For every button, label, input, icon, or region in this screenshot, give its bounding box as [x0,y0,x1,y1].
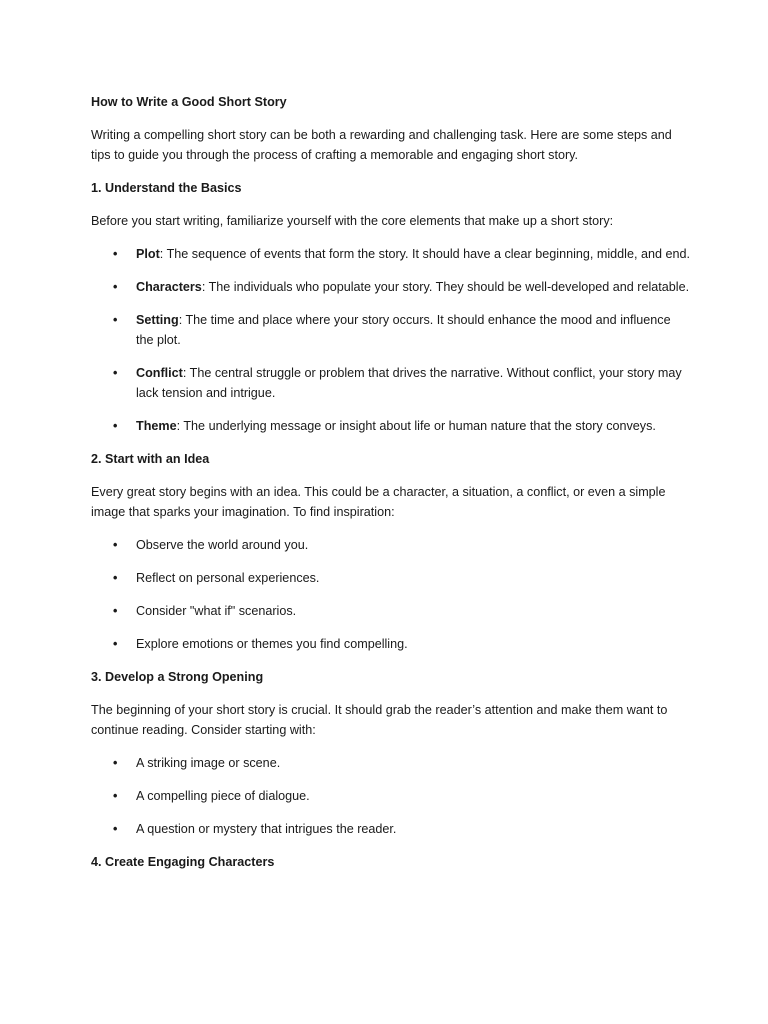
list-item [91,244,691,264]
list-item-term: Theme [136,419,177,433]
section-heading: 4. Create Engaging Characters [91,855,275,869]
bullet-icon: • [113,571,118,585]
list-item-text: Explore emotions or themes you find compelling. [136,637,408,651]
section-paragraph: Every great story begins with an idea. This could be a character, a situation, a conflict, or even a simple image that sparks your imagination. To find inspiration: [91,485,666,519]
bullet-icon: • [113,756,118,770]
bullet-icon: • [113,822,118,836]
document-body [91,92,691,885]
list-item [91,568,691,588]
bullet-icon: • [113,604,118,618]
bullet-list [91,244,691,436]
bullet-icon: • [113,366,118,380]
bullet-icon: • [113,637,118,651]
list-item [91,416,691,436]
list-item-text: : The time and place where your story occurs. It should enhance the mood and influence the plot. [136,313,671,347]
list-item-text: A question or mystery that intrigues the reader. [136,822,397,836]
section-paragraph: Before you start writing, familiarize yourself with the core elements that make up a short story: [91,214,614,228]
bullet-icon: • [113,280,118,294]
list-item-text: : The individuals who populate your story. They should be well-developed and relatable. [201,280,690,294]
bullet-icon: • [113,247,118,261]
list-item-text: A striking image or scene. [136,756,281,770]
list-item [91,601,691,621]
list-item-term: Characters [136,280,202,294]
list-item-text: Observe the world around you. [136,538,309,552]
section-heading: 1. Understand the Basics [91,181,242,195]
list-item-term: Plot [136,247,160,261]
bullet-list [91,535,691,654]
list-item [91,310,691,350]
document-title: How to Write a Good Short Story [91,95,287,109]
list-item-text: Consider "what if" scenarios. [136,604,297,618]
intro-paragraph: Writing a compelling short story can be both a rewarding and challenging task. Here are some steps and tips to guide you through the process of crafting a memorable and engaging short story. [91,128,672,162]
list-item-text: Reflect on personal experiences. [136,571,320,585]
bullet-icon: • [113,538,118,552]
bullet-icon: • [113,789,118,803]
list-item-text: : The underlying message or insight about life or human nature that the story conveys. [176,419,656,433]
list-item [91,363,691,403]
bullet-icon: • [113,419,118,433]
list-item [91,277,691,297]
bullet-list [91,753,691,839]
list-item-term: Conflict [136,366,183,380]
section-paragraph: The beginning of your short story is crucial. It should grab the reader’s attention and make them want to continue reading. Consider starting with: [91,703,668,737]
list-item-text: : The central struggle or problem that drives the narrative. Without conflict, your story may lack tension and intrigue. [136,366,682,400]
section-heading: 3. Develop a Strong Opening [91,670,264,684]
list-item-text: : The sequence of events that form the story. It should have a clear beginning, middle, and end. [159,247,690,261]
list-item-term: Setting [136,313,179,327]
list-item [91,786,691,806]
list-item [91,753,691,773]
list-item-text: A compelling piece of dialogue. [136,789,310,803]
list-item [91,819,691,839]
list-item [91,535,691,555]
section-heading: 2. Start with an Idea [91,452,210,466]
bullet-icon: • [113,313,118,327]
list-item [91,634,691,654]
